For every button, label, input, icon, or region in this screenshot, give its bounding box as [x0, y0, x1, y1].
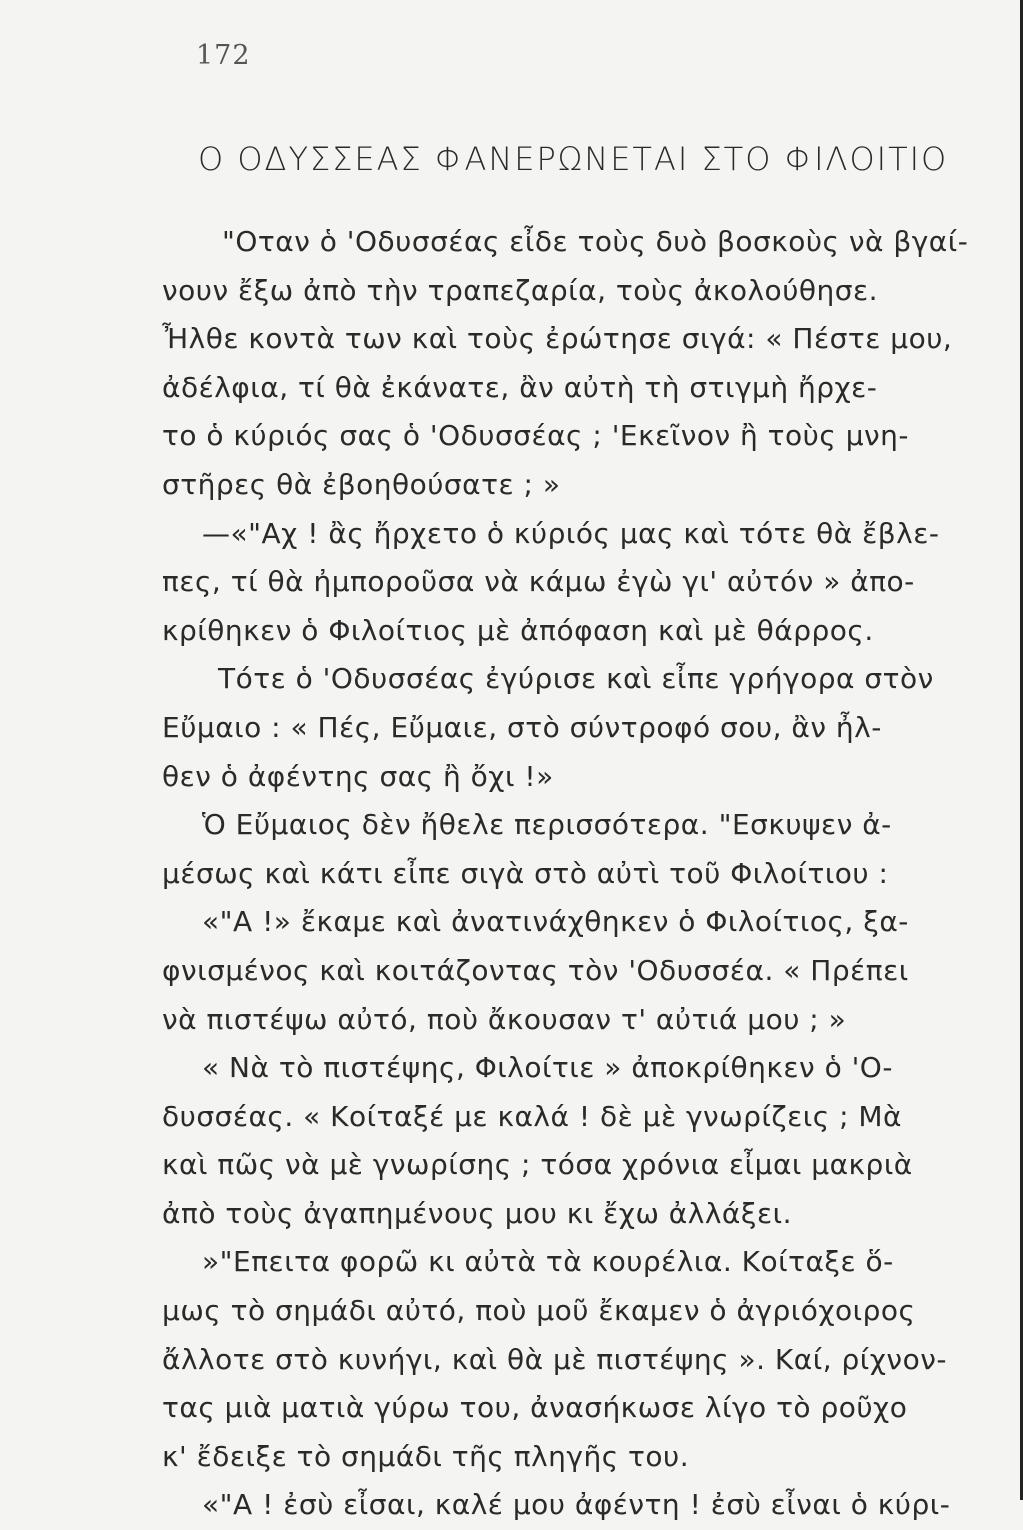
text-line: καὶ πῶς νὰ μὲ γνωρίσης ; τόσα χρόνια εἶμαι μακριὰ — [162, 1148, 913, 1182]
text-line: —«"Αχ ! ἂς ἤρχετο ὁ κύριός μας καὶ τότε θὰ ἔβλε- — [202, 516, 940, 550]
text-line: »"Επειτα φορῶ κι αὐτὰ τὰ κουρέλια. Κοίταξε ὅ- — [202, 1245, 894, 1279]
text-line: ἀδέλφια, τί θὰ ἐκάνατε, ἂν αὐτὴ τὴ στιγμὴ ἤρχε- — [162, 370, 878, 404]
text-line: «"Α ! ἐσὺ εἶσαι, καλέ μου ἀφέντη ! ἐσὺ εἶναι ὁ κύρι- — [202, 1488, 951, 1522]
page-number: 172 — [196, 40, 251, 71]
body-text — [162, 218, 992, 1530]
text-line: θεν ὁ ἀφέντης σας ἢ ὄχι !» — [162, 759, 554, 793]
text-line: πες, τί θὰ ἠμποροῦσα νὰ κάμω ἐγὼ γι' αὐτόν » ἀπο- — [162, 565, 915, 599]
text-line: μέσως καὶ κάτι εἶπε σιγὰ στὸ αὐτὶ τοῦ Φιλοίτιου : — [162, 856, 889, 890]
text-line: Τότε ὁ 'Οδυσσέας ἐγύρισε καὶ εἶπε γρήγορα στὸν — [218, 662, 934, 696]
text-line: κ' ἔδειξε τὸ σημάδι τῆς πληγῆς του. — [162, 1439, 690, 1473]
text-line: νὰ πιστέψω αὐτό, ποὺ ἄκουσαν τ' αὐτιά μου ; » — [162, 1002, 847, 1036]
text-line: φνισμένος καὶ κοιτάζοντας τὸν 'Οδυσσέα. « Πρέπει — [162, 953, 909, 987]
text-line: « Νὰ τὸ πιστέψης, Φιλοίτιε » ἀποκρίθηκεν ὁ 'Ο- — [202, 1051, 893, 1085]
text-line: «"Α !» ἔκαμε καὶ ἀνατινάχθηκεν ὁ Φιλοίτιος, ξα- — [202, 905, 909, 939]
text-line: Ἦλθε κοντὰ των καὶ τοὺς ἐρώτησε σιγά: « Πέστε μου, — [162, 322, 953, 356]
text-line: Ὁ Εὔμαιος δὲν ἤθελε περισσότερα. "Εσκυψεν ἀ- — [202, 808, 892, 842]
text-line: νουν ἔξω ἀπὸ τὴν τραπεζαρία, τοὺς ἀκολούθησε. — [162, 273, 879, 307]
chapter-title: Ο ΟΔΥΣΣΕΑΣ ΦΑΝΕΡΩΝΕΤΑΙ ΣΤΟ ΦΙΛΟΙΤΙΟ — [198, 140, 949, 178]
text-line: "Οταν ὁ 'Οδυσσέας εἶδε τοὺς δυὸ βοσκοὺς νὰ βγαί- — [222, 225, 969, 258]
text-line: ἀπὸ τοὺς ἀγαπημένους μου κι ἔχω ἀλλάξει. — [162, 1196, 792, 1230]
text-line: στῆρες θὰ ἐβοηθούσατε ; » — [162, 467, 561, 501]
text-line: μως τὸ σημάδι αὐτό, ποὺ μοῦ ἔκαμεν ὁ ἀγριόχοιρος — [162, 1294, 916, 1328]
text-line: Εὔμαιο : « Πές, Εὔμαιε, στὸ σύντροφό σου, ἂν ἦλ- — [162, 710, 882, 744]
text-line: δυσσέας. « Κοίταξέ με καλά ! δὲ μὲ γνωρίζεις ; Μὰ — [162, 1099, 903, 1133]
text-line: ἄλλοτε στὸ κυνήγι, καὶ θὰ μὲ πιστέψης ». Καί, ρίχνον- — [162, 1342, 947, 1376]
text-line: το ὁ κύριός σας ὁ 'Οδυσσέας ; 'Εκεῖνον ἢ τοὺς μνη- — [162, 419, 910, 453]
text-line: τας μιὰ ματιὰ γύρω του, ἀνασήκωσε λίγο τὸ ροῦχο — [162, 1391, 908, 1425]
text-line: κρίθηκεν ὁ Φιλοίτιος μὲ ἀπόφαση καὶ μὲ θάρρος. — [162, 613, 874, 647]
